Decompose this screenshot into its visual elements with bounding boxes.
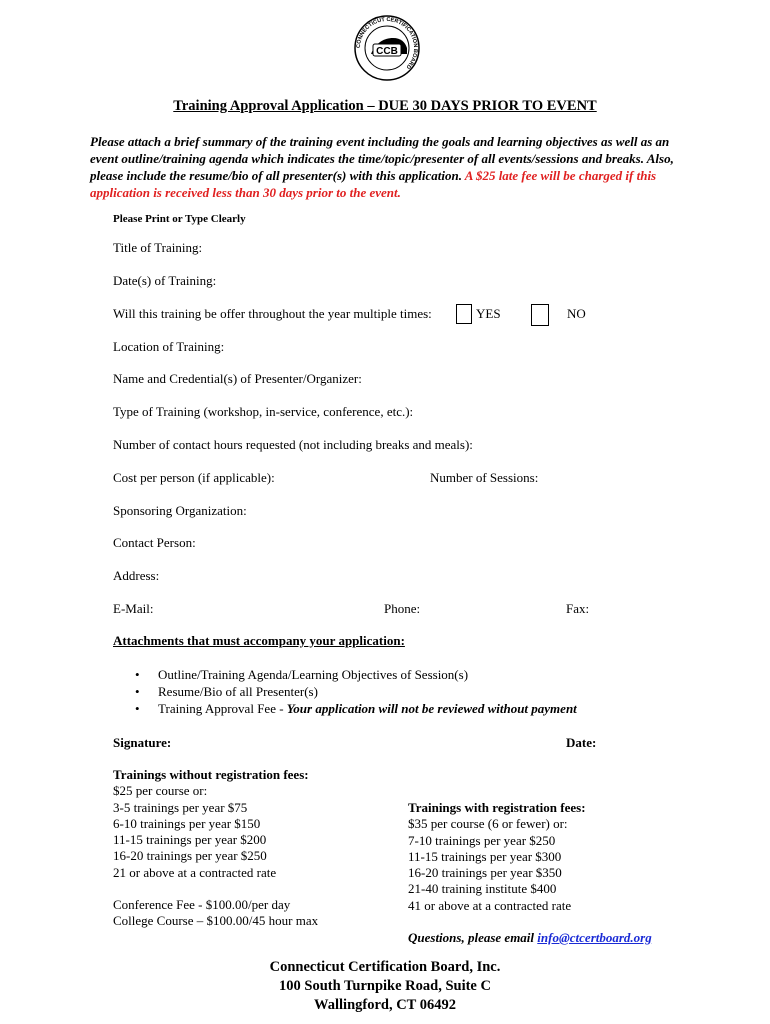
email-label: E-Mail: [113,601,154,616]
fee-line: 16-20 trainings per year $250 [113,848,267,864]
signature-label: Signature: [113,735,172,750]
fee-line: 16-20 trainings per year $350 [408,865,562,881]
contact-person-label: Contact Person: [113,535,196,550]
fee-line: 7-10 trainings per year $250 [408,832,556,848]
fee-line: 21 or above at a contracted rate [113,864,277,880]
contact-hours-label: Number of contact hours requested (not including breaks and meals): [113,437,473,452]
logo-ring-text: CONNECTICUT CERTIFICATION BOARD [355,16,419,70]
logo-text: CCB [376,46,398,57]
spacer [113,881,318,897]
fee-warning: Your application will not be reviewed without payment [286,701,577,716]
footer-org: Connecticut Certification Board, Inc. [269,959,501,975]
ccb-logo [353,14,421,82]
fee-line: 41 or above at a contracted rate [408,897,572,913]
intro-main: Please attach a brief summary of the training event including the goals and learning objectives as well as an event outline/training agenda which indicates the time/topic/presenter of all events/sessions and breaks. Also, please include the resume/bio of all presenter(s) with this application. [90,134,674,183]
training-type-label: Type of Training (workshop, in-service, conference, etc.): [113,404,414,419]
fees-with-heading: Trainings with registration fees: [408,800,586,815]
fee-line: 21-40 training institute $400 [408,881,557,897]
footer-city: Wallingford, CT 06492 [314,997,456,1013]
list-item: • Resume/Bio of all Presenter(s) [113,683,577,700]
attachments-heading: Attachments that must accompany your application: [113,633,405,648]
list-item [113,700,577,717]
fees-with-block [408,800,586,914]
footer-address [0,958,770,1015]
presenter-label: Name and Credential(s) of Presenter/Organizer: [113,371,362,386]
fees-without-block [113,767,318,930]
footer-street: 100 South Turnpike Road, Suite C [279,978,491,994]
fee-item-label: Training Approval Fee - [158,701,287,716]
location-label: Location of Training: [113,339,225,354]
email-link[interactable]: info@ctcertboard.org [537,930,652,945]
page-title: Training Approval Application – DUE 30 DAYS PRIOR TO EVENT [173,98,597,114]
attachments-list [113,666,577,717]
title-of-training-label: Title of Training: [113,240,203,255]
sessions-label: Number of Sessions: [430,470,539,485]
fee-line: 11-15 trainings per year $200 [113,832,267,848]
fax-label: Fax: [566,601,590,616]
fee-line: $35 per course (6 or fewer) or: [408,816,568,832]
no-label: NO [567,306,586,321]
late-fee-warning: A $25 late fee will be charged if this application is received less than 30 days prior to the event. [90,168,657,200]
fee-line: 11-15 trainings per year $300 [408,848,562,864]
fee-line: 6-10 trainings per year $150 [113,815,261,831]
questions-line [408,930,652,946]
questions-text: Questions, please email [408,930,538,945]
yes-label: YES [476,306,501,321]
no-checkbox[interactable] [531,304,549,326]
intro-paragraph [90,133,685,201]
dates-label: Date(s) of Training: [113,273,217,288]
fee-line: $25 per course or: [113,783,208,799]
multiple-times-label: Will this training be offer throughout the year multiple times: [113,306,432,321]
fee-line: 3-5 trainings per year $75 [113,799,248,815]
yes-checkbox[interactable] [456,304,472,324]
print-note: Please Print or Type Clearly [113,213,246,225]
fees-without-heading: Trainings without registration fees: [113,767,309,782]
list-item: • Outline/Training Agenda/Learning Objectives of Session(s) [113,666,577,683]
date-label: Date: [566,735,597,750]
phone-label: Phone: [384,601,421,616]
address-label: Address: [113,568,160,583]
college-fee: College Course – $100.00/45 hour max [113,913,319,929]
cost-label: Cost per person (if applicable): [113,470,275,485]
sponsor-label: Sponsoring Organization: [113,503,247,518]
conference-fee: Conference Fee - $100.00/per day [113,897,291,913]
